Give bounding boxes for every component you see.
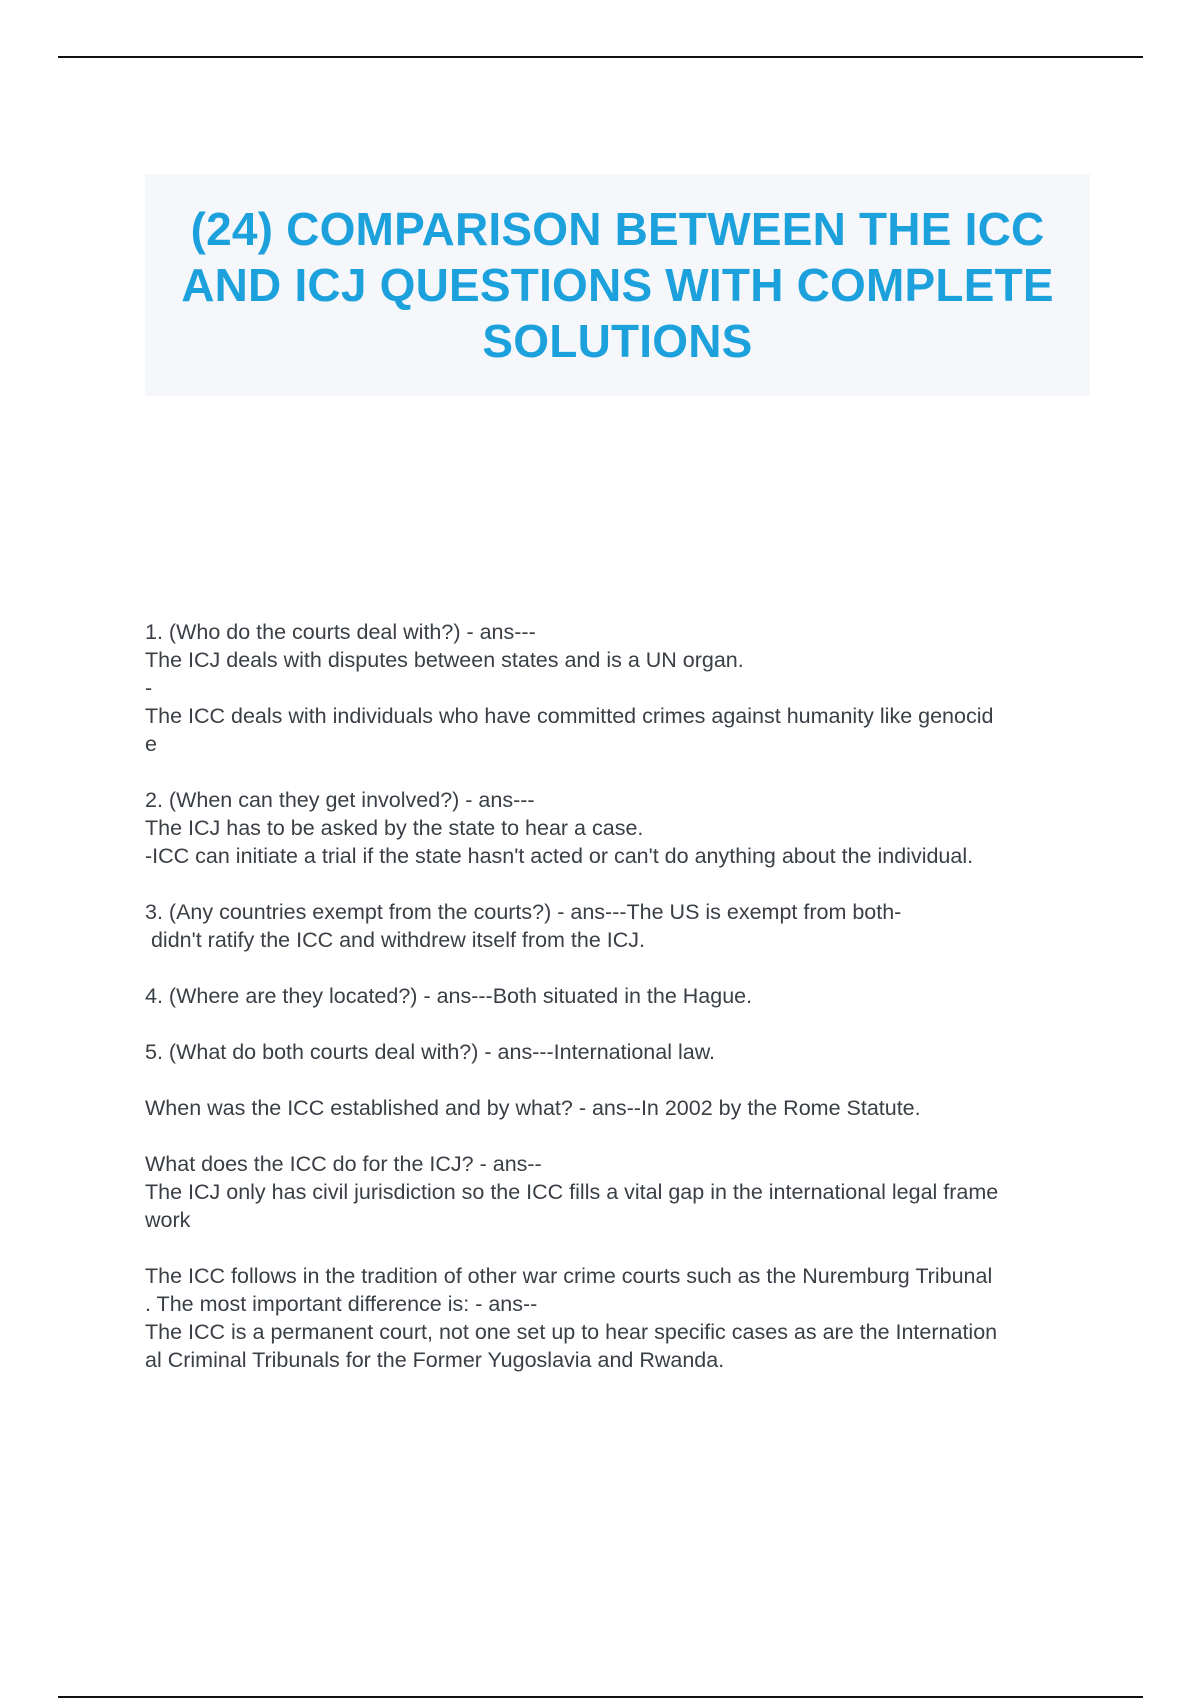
title-banner — [145, 174, 1090, 396]
question-line: 4. (Where are they located?) - ans---Both situated in the Hague. — [145, 984, 753, 1008]
bottom-divider — [58, 1696, 1143, 1698]
qa-item-6 — [145, 1094, 1095, 1122]
qa-item-8 — [145, 1262, 1095, 1374]
answer-line: The ICC is a permanent court, not one set up to hear specific cases as are the Internation — [145, 1320, 998, 1344]
question-line: 5. (What do both courts deal with?) - ans---International law. — [145, 1040, 716, 1064]
question-line: 2. (When can they get involved?) - ans--- — [145, 788, 535, 812]
question-line: 3. (Any countries exempt from the courts?) - ans---The US is exempt from both- — [145, 900, 902, 924]
answer-line: The ICJ deals with disputes between states and is a UN organ. — [145, 648, 744, 672]
question-line: . The most important difference is: - ans-- — [145, 1292, 538, 1316]
qa-item-4 — [145, 982, 1095, 1010]
answer-line: The ICJ has to be asked by the state to hear a case. — [145, 816, 644, 840]
top-divider — [58, 56, 1143, 58]
question-line: When was the ICC established and by what? - ans--In 2002 by the Rome Statute. — [145, 1096, 921, 1120]
question-line: The ICC follows in the tradition of other war crime courts such as the Nuremburg Tribunal — [145, 1264, 993, 1288]
question-line: What does the ICC do for the ICJ? - ans-- — [145, 1152, 542, 1176]
answer-line: -ICC can initiate a trial if the state hasn't acted or can't do anything about the individual. — [145, 844, 974, 868]
qa-item-3 — [145, 898, 1095, 954]
qa-item-2 — [145, 786, 1095, 870]
answer-line: didn't ratify the ICC and withdrew itself from the ICJ. — [145, 928, 645, 952]
document-title: (24) COMPARISON BETWEEN THE ICC AND ICJ QUESTIONS WITH COMPLETE SOLUTIONS — [181, 203, 1054, 367]
question-line: 1. (Who do the courts deal with?) - ans--- — [145, 620, 536, 644]
answer-line: The ICC deals with individuals who have committed crimes against humanity like genocid — [145, 704, 994, 728]
answer-line: The ICJ only has civil jurisdiction so the ICC fills a vital gap in the international legal frame — [145, 1180, 999, 1204]
answer-line: - — [145, 676, 153, 700]
answer-line: al Criminal Tribunals for the Former Yugoslavia and Rwanda. — [145, 1348, 725, 1372]
answer-line: work — [145, 1208, 191, 1232]
qa-item-5 — [145, 1038, 1095, 1066]
qa-item-7 — [145, 1150, 1095, 1234]
answer-line: e — [145, 732, 157, 756]
qa-content — [145, 618, 1095, 1402]
qa-item-1 — [145, 618, 1095, 758]
